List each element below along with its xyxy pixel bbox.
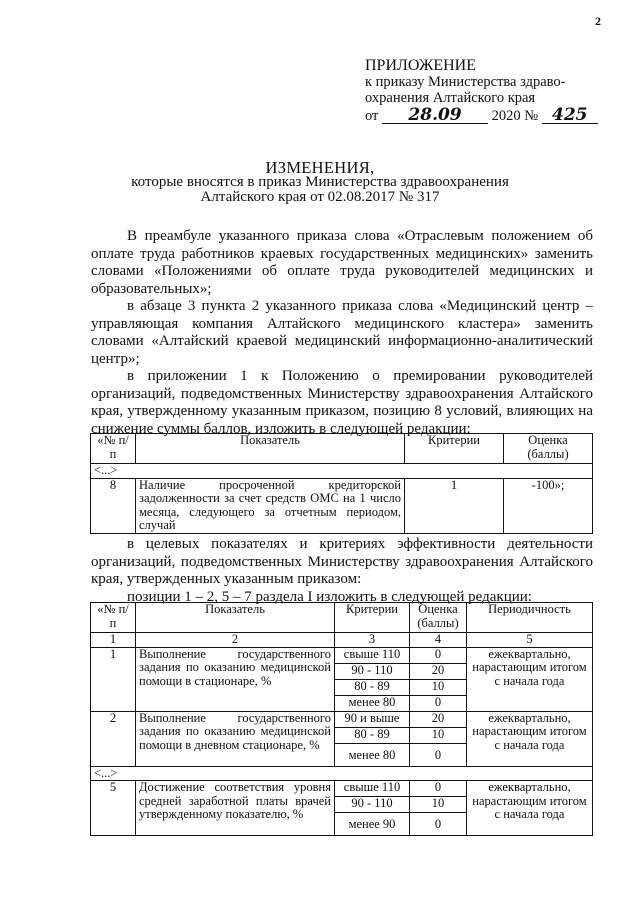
t2-header-indicator: Показатель <box>136 603 335 633</box>
paragraph-4: в целевых показателях и критериях эффективности деятельности организаций, подведомственных Министерству здравоохранения Алтайского края, утвержденных указанным приказом: <box>91 536 593 587</box>
t2-r5-period: ежеквартально, нарастающим итогом с начала года <box>467 781 593 836</box>
t2-r5-crit-1: 90 - 110 <box>335 797 409 813</box>
t2-r5-score-1: 10 <box>410 797 466 813</box>
appendix-block <box>365 58 615 124</box>
heading-line-1: которые вносятся в приказ Министерства здравоохранения <box>131 174 509 190</box>
table-row <box>91 478 593 533</box>
t1-row-num: 8 <box>91 478 136 533</box>
paragraph-2: в абзаце 3 пункта 2 указанного приказа слова «Медицинский центр – управляющая компания Алтайского медицинского кластера» заменить словами «Алтайский краевой медицинский информационно-аналитический центр»; <box>91 298 593 367</box>
t2-r1-crit-2: 80 - 89 <box>335 680 409 696</box>
handwritten-date: 28.09 <box>382 108 488 124</box>
t2-r1-score-3: 0 <box>434 694 442 709</box>
t2-r1-indicator: Выполнение государственного задания по оказанию медицинской помощи в стационаре, % <box>136 647 335 711</box>
table-row <box>91 781 593 836</box>
t1-row-criteria: 1 <box>405 478 504 533</box>
t2-r2-crit-0: 90 и выше <box>335 712 409 728</box>
year-label: 2020 № <box>491 108 539 124</box>
t2-r5-crit-0: свыше 110 <box>335 781 409 797</box>
t2-r1-score-0: 0 <box>410 648 466 664</box>
t2-r2-indicator: Выполнение государственного задания по оказанию медицинской помощи в дневном стационаре, % <box>136 711 335 766</box>
from-label: от <box>365 108 379 124</box>
t2-r1-score-2: 10 <box>410 680 466 696</box>
t2-r1-score-1: 20 <box>410 664 466 680</box>
t2-r2-score-0: 20 <box>410 712 466 728</box>
t1-header-indicator: Показатель <box>136 434 405 464</box>
t2-r5-crit-2: менее 90 <box>348 817 396 831</box>
table-1 <box>90 433 593 534</box>
t2-r5-score-0: 0 <box>410 781 466 797</box>
table-row <box>91 711 593 766</box>
t2-r5-indicator: Достижение соответствия уровня средней заработной платы врачей утвержденному показателю, % <box>136 781 335 836</box>
t2-colnum-3: 3 <box>335 633 410 648</box>
t2-header-period: Периодичность <box>467 603 593 633</box>
t1-ellipsis: <...> <box>91 464 593 479</box>
table-2 <box>90 602 593 836</box>
t2-r5-num: 5 <box>91 781 136 836</box>
page-number: 2 <box>595 14 601 28</box>
t2-colnum-4: 4 <box>410 633 467 648</box>
t2-header-score: Оценка (баллы) <box>410 603 467 633</box>
t2-ellipsis: <...> <box>91 766 593 781</box>
t2-colnum-5: 5 <box>467 633 593 648</box>
heading-block <box>0 160 640 205</box>
t2-colnum-1: 1 <box>91 633 136 648</box>
t2-r2-crit-1: 80 - 89 <box>335 728 409 744</box>
t2-r2-period: ежеквартально, нарастающим итогом с начала года <box>467 711 593 766</box>
appendix-date-line <box>365 105 615 125</box>
t2-r1-period: ежеквартально, нарастающим итогом с начала года <box>467 647 593 711</box>
body-text-1 <box>91 228 593 438</box>
table-row <box>91 647 593 711</box>
paragraph-5: позиции 1 – 2, 5 – 7 раздела I изложить в следующей редакции: <box>127 588 532 605</box>
t2-r1-crit-0: свыше 110 <box>335 648 409 664</box>
appendix-line-1: к приказу Министерства здраво- <box>365 74 566 90</box>
paragraph-1: В преамбуле указанного приказа слова «Отраслевым положением об оплате труда работников краевых государственных медицинских» заменить словами «Положениями об оплате труда руководителей медицинских и образовательных»; <box>91 228 593 297</box>
t2-r2-score-1: 10 <box>410 728 466 744</box>
t2-r1-num: 1 <box>91 647 136 711</box>
t1-header-num: «№ п/п <box>91 434 136 464</box>
t1-row-indicator: Наличие просроченной кредиторской задолженности за счет средств ОМС на 1 число месяца, следующего за отчетным периодом, случай <box>136 478 405 533</box>
appendix-title: ПРИЛОЖЕНИЕ <box>365 57 477 74</box>
t1-header-criteria: Критерии <box>405 434 504 464</box>
t2-header-num: «№ п/п <box>91 603 136 633</box>
t1-header-score: Оценка (баллы) <box>504 434 593 464</box>
t2-r2-score-2: 0 <box>434 747 442 762</box>
handwritten-number: 425 <box>542 108 598 124</box>
body-text-2 <box>91 536 593 605</box>
t2-r2-crit-2: менее 80 <box>348 747 396 762</box>
t2-r1-crit-1: 90 - 110 <box>335 664 409 680</box>
paragraph-3: в приложении 1 к Положению о премировании руководителей организаций, подведомственных Министерству здравоохранения Алтайского края, утвержденному указанным приказом, позицию 8 условий, влияющих на снижение суммы баллов, изложить в следующей редакции: <box>91 368 593 437</box>
appendix-line-2: охранения Алтайского края <box>365 90 536 106</box>
t2-r5-score-2: 0 <box>434 817 442 831</box>
t2-header-criteria: Критерии <box>335 603 410 633</box>
t2-r2-num: 2 <box>91 711 136 766</box>
t2-colnum-2: 2 <box>136 633 335 648</box>
heading-line-2: Алтайского края от 02.08.2017 № 317 <box>200 189 440 205</box>
t1-row-score: -100»; <box>504 478 593 533</box>
heading-title: ИЗМЕНЕНИЯ, <box>265 158 375 177</box>
t2-r1-crit-3: менее 80 <box>348 694 396 709</box>
